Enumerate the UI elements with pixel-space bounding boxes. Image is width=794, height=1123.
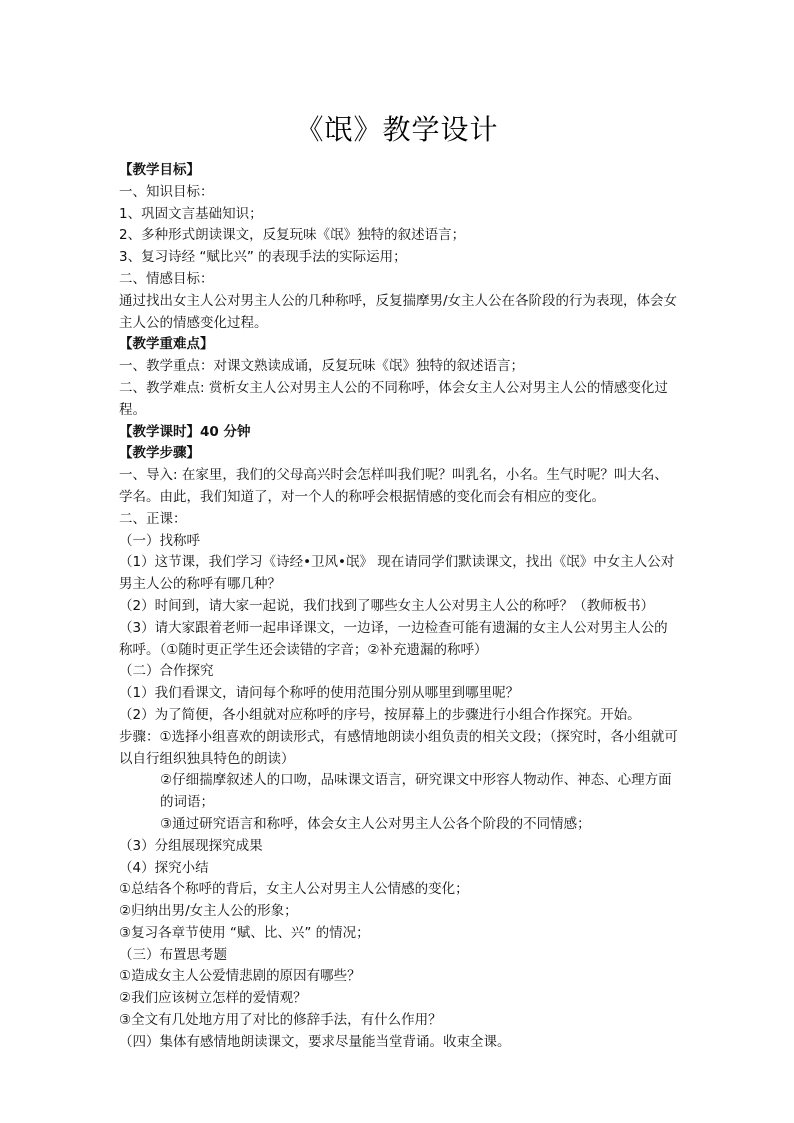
- paragraph: 一、知识目标：: [119, 183, 214, 200]
- paragraph: （三）布置思考题: [119, 946, 227, 963]
- paragraph: 2、多种形式朗读课文，反复玩味《氓》独特的叙述语言；: [119, 227, 466, 244]
- paragraph: （2）为了简便，各小组就对应称呼的序号，按屏幕上的步骤进行小组合作探究。开始。: [119, 706, 641, 723]
- paragraph: ②仔细揣摩叙述人的口吻，品味课文语言，研究课文中形容人物动作、神态、心理方面的词语；: [160, 772, 672, 811]
- paragraph: ③复习各章节使用 “赋、比、兴” 的情况；: [119, 924, 370, 941]
- paragraph: 二、情感目标：: [119, 270, 214, 287]
- paragraph: ①造成女主人公爱情悲剧的原因有哪些？: [119, 968, 361, 985]
- paragraph: （一）找称呼: [119, 532, 200, 549]
- paragraph: 步骤：①选择小组喜欢的朗读形式，有感情地朗读小组负责的相关文段；（探究时，各小组就可以自行组织独具特色的朗读）: [119, 728, 678, 767]
- paragraph: 二、教学难点: 赏析女主人公对男主人公的不同称呼，体会女主人公对男主人公的情感变化过程。: [119, 379, 668, 418]
- paragraph: （1）这节课，我们学习《诗经•卫风•氓》 现在请同学们默读课文，找出《氓》中女主人公对男主人公的称呼有哪几种？: [119, 554, 675, 593]
- paragraph: ①总结各个称呼的背后，女主人公对男主人公情感的变化；: [119, 881, 469, 898]
- paragraph: ②我们应该树立怎样的爱情观？: [119, 990, 307, 1007]
- paragraph: 二、正课：: [119, 510, 187, 527]
- paragraph: 3、复习诗经 “赋比兴” 的表现手法的实际运用；: [119, 249, 407, 266]
- section-heading-key-points: 【教学重难点】: [119, 336, 214, 353]
- paragraph: （1）我们看课文，请问每个称呼的使用范围分别从哪里到哪里呢？: [119, 685, 520, 702]
- paragraph: 通过找出女主人公对男主人公的几种称呼，反复揣摩男/女主人公在各阶段的行为表现，体会女主人公的情感变化过程。: [119, 292, 678, 331]
- paragraph: ②归纳出男/女主人公的形象；: [119, 903, 298, 920]
- paragraph: 一、教学重点：对课文熟读成诵，反复玩味《氓》独特的叙述语言；: [119, 358, 524, 375]
- paragraph: ③全文有几处地方用了对比的修辞手法，有什么作用？: [119, 1012, 442, 1029]
- paragraph: （3）分组展现探究成果: [119, 837, 263, 854]
- document-body: [119, 160, 681, 1054]
- section-heading-objectives: 【教学目标】: [119, 162, 200, 178]
- section-heading-duration: 【教学课时】40 分钟: [119, 423, 251, 440]
- section-heading-steps: 【教学步骤】: [119, 445, 200, 462]
- paragraph: （4）探究小结: [119, 859, 209, 876]
- paragraph: （3）请大家跟着老师一起串译课文，一边译，一边检查可能有遗漏的女主人公对男主人公的称呼。（①随时更正学生还会读错的字音；②补充遗漏的称呼）: [119, 619, 668, 658]
- paragraph: （四）集体有感情地朗读课文，要求尽量能当堂背诵。收束全课。: [119, 1033, 511, 1050]
- paragraph: ③通过研究语言和称呼，体会女主人公对男主人公各个阶段的不同情感；: [160, 815, 591, 832]
- paragraph: 1、巩固文言基础知识；: [119, 205, 263, 222]
- paragraph: 一、导入: 在家里，我们的父母高兴时会怎样叫我们呢？叫乳名，小名。生气时呢？叫大名、学名。由此，我们知道了，对一个人的称呼会根据情感的变化而会有相应的变化。: [119, 467, 668, 505]
- paragraph: （二）合作探究: [119, 663, 214, 680]
- paragraph: （2）时间到，请大家一起说，我们找到了哪些女主人公对男主人公的称呼？（教师板书）: [119, 597, 655, 614]
- document-title: 《氓》教学设计: [295, 113, 499, 146]
